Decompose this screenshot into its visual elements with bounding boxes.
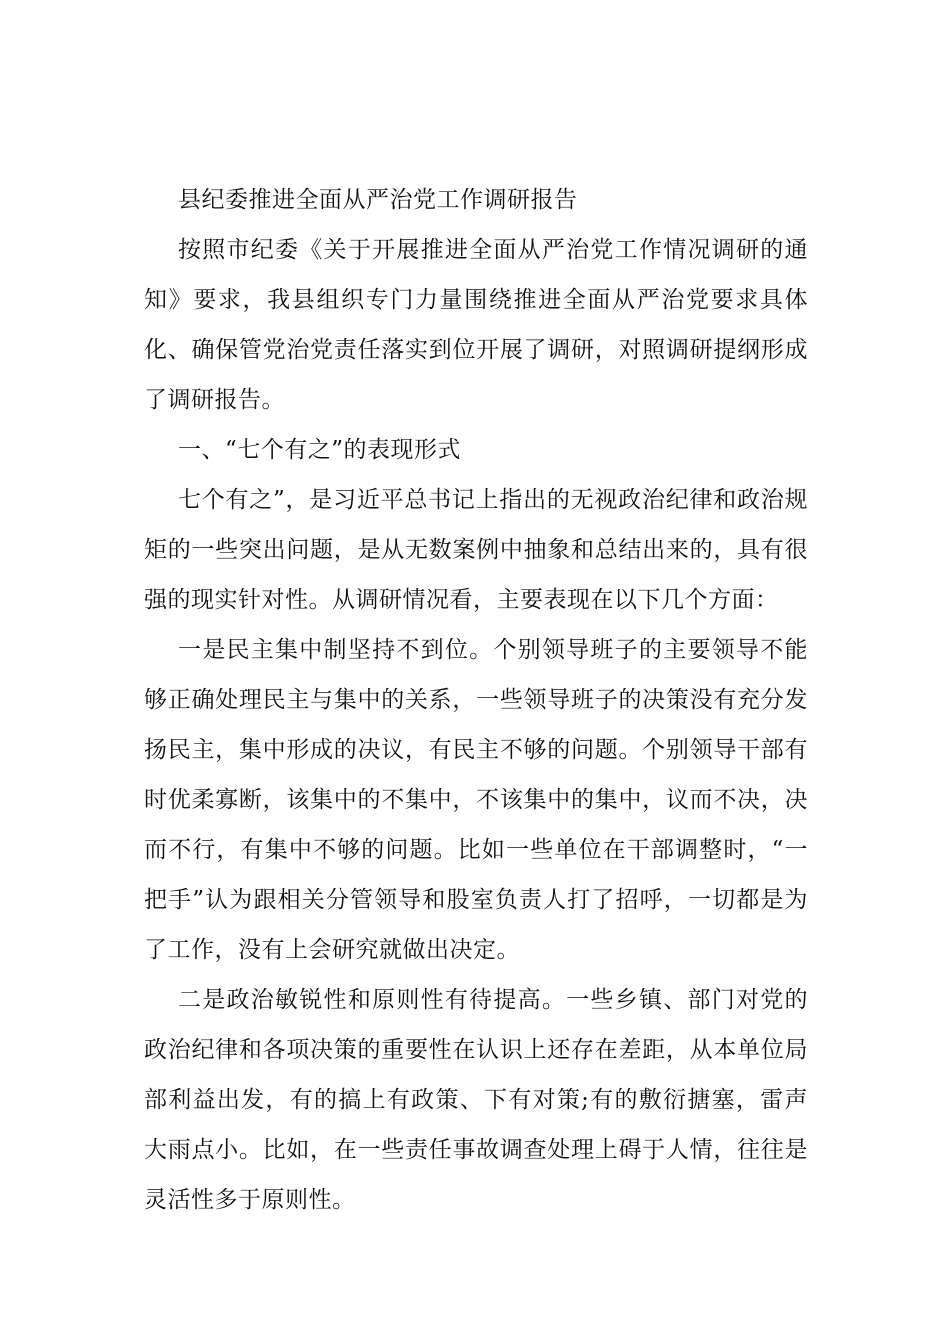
document-body <box>144 175 808 1225</box>
paragraph: 一是民主集中制坚持不到位。个别领导班子的主要领导不能够正确处理民主与集中的关系，一些领导班子的决策没有充分发扬民主，集中形成的决议，有民主不够的问题。个别领导干部有时优柔寡断，该集中的不集中，不该集中的集中，议而不决，决而不行，有集中不够的问题。比如一些单位在干部调整时，“一把手”认为跟相关分管领导和股室负责人打了招呼，一切都是为了工作，没有上会研究就做出决定。 <box>144 637 808 963</box>
document-title: 县纪委推进全面从严治党工作调研报告 <box>178 187 578 213</box>
section-heading: 一、“七个有之”的表现形式 <box>178 437 462 463</box>
paragraph: 二是政治敏锐性和原则性有待提高。一些乡镇、部门对党的政治纪律和各项决策的重要性在认识上还存在差距，从本单位局部利益出发，有的搞上有政策、下有对策;有的敷衍搪塞，雷声大雨点小。比如，在一些责任事故调查处理上碍于人情，往往是灵活性多于原则性。 <box>144 987 808 1213</box>
intro-paragraph: 按照市纪委《关于开展推进全面从严治党工作情况调研的通知》要求，我县组织专门力量围绕推进全面从严治党要求具体化、确保管党治党责任落实到位开展了调研，对照调研提纲形成了调研报告。 <box>144 237 808 413</box>
paragraph: 七个有之”，是习近平总书记上指出的无视政治纪律和政治规矩的一些突出问题，是从无数案例中抽象和总结出来的，具有很强的现实针对性。从调研情况看，主要表现在以下几个方面： <box>144 487 808 613</box>
